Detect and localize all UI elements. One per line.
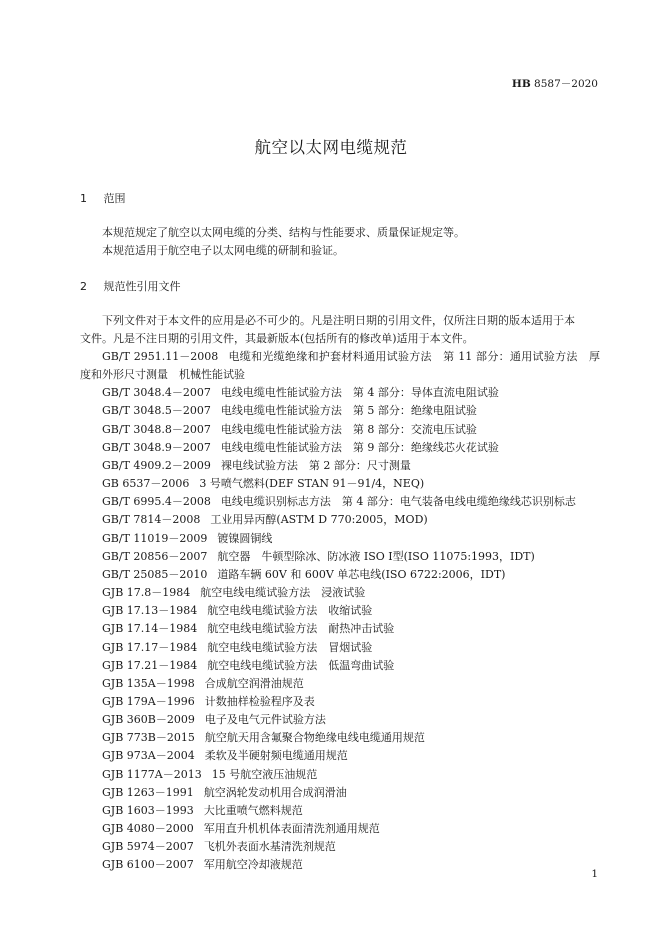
reference-code: GJB 179A－1996 (102, 694, 195, 708)
reference-code: GJB 135A－1998 (102, 676, 195, 690)
reference-code: GJB 17.17－1984 (102, 640, 198, 654)
reference-item (80, 511, 600, 529)
reference-title: 柔软及半硬射频电缆通用规范 (204, 749, 348, 763)
reference-title: 电线电缆电性能试验方法 第 8 部分：交流电压试验 (220, 422, 477, 436)
reference-title: 道路车辆 60V 和 600V 单芯电线(ISO 6722:2006，IDT) (217, 567, 506, 581)
reference-item (80, 384, 600, 402)
reference-item (80, 838, 600, 856)
reference-title: 电线电缆电性能试验方法 第 5 部分：绝缘电阻试验 (220, 404, 477, 418)
reference-item (80, 639, 600, 657)
reference-item (80, 421, 600, 439)
reference-title: 航空电线电缆试验方法 冒烟试验 (207, 640, 373, 654)
reference-item (80, 457, 600, 475)
reference-code: GB/T 3048.9－2007 (102, 440, 211, 454)
scope-paragraph-2: 本规范适用于航空电子以太网电缆的研制和验证。 (102, 244, 344, 258)
reference-title: 航空器 牛顿型除冰、防冰液 ISO Ⅰ型(ISO 11075:1993，IDT) (217, 549, 535, 563)
reference-code: GB/T 6995.4－2008 (102, 495, 211, 509)
reference-item (80, 766, 600, 784)
reference-item (80, 475, 600, 493)
reference-item (80, 784, 600, 802)
reference-code: GJB 1263－1991 (102, 785, 194, 799)
reference-item (80, 856, 600, 874)
standard-code (512, 76, 598, 91)
reference-code: GB/T 20856－2007 (102, 549, 208, 563)
reference-code: GB/T 3048.5－2007 (102, 404, 211, 418)
reference-title: 航空电线电缆试验方法 耐热冲击试验 (207, 622, 395, 636)
reference-item (80, 548, 600, 566)
reference-code: GJB 773B－2015 (102, 731, 195, 745)
reference-code: GJB 17.8－1984 (102, 586, 191, 600)
reference-title: 大比重喷气燃料规范 (203, 803, 303, 817)
reference-item (80, 348, 600, 384)
reference-title: 飞机外表面水基清洗剂规范 (203, 840, 336, 854)
document-title: 航空以太网电缆规范 (254, 138, 408, 157)
reference-title: 航空电线电缆试验方法 收缩试验 (207, 604, 373, 618)
reference-title: 航空电线电缆试验方法 低温弯曲试验 (207, 658, 395, 672)
reference-code: GB/T 3048.8－2007 (102, 422, 211, 436)
reference-item (80, 602, 600, 620)
reference-title: 15 号航空液压油规范 (211, 767, 318, 781)
section-1-heading (80, 190, 126, 206)
reference-item (80, 657, 600, 675)
reference-code: GB/T 2951.11－2008 (102, 350, 219, 363)
reference-item (80, 747, 600, 765)
reference-code: GJB 360B－2009 (102, 713, 195, 727)
section-2-number: 2 (80, 280, 87, 293)
reference-item (80, 620, 600, 638)
reference-code: GB/T 7814－2008 (102, 513, 201, 527)
reference-title: 裸电线试验方法 第 2 部分：尺寸测量 (220, 458, 411, 472)
reference-code: GJB 1603－1993 (102, 803, 194, 817)
reference-title: 电子及电气元件试验方法 (204, 713, 326, 727)
reference-code: GJB 5974－2007 (102, 840, 194, 854)
section-1-title: 范围 (103, 192, 126, 205)
intro-line-2: 文件。凡是不注日期的引用文件，其最新版本(包括所有的修改单)适用于本文件。 (80, 332, 474, 346)
reference-code: GJB 17.13－1984 (102, 604, 198, 618)
reference-code: GJB 17.21－1984 (102, 658, 198, 672)
reference-title: 3 号喷气燃料(DEF STAN 91－91/4，NEQ) (199, 477, 425, 491)
standard-prefix: HB (511, 78, 531, 90)
reference-title: 电线电缆电性能试验方法 第 9 部分：绝缘线芯火花试验 (220, 440, 499, 454)
reference-title: 电线电缆识别标志方法 第 4 部分：电气装备电线电缆绝缘线芯识别标志 (220, 495, 576, 509)
reference-item (80, 530, 600, 548)
reference-item (80, 729, 600, 747)
reference-code: GB/T 25085－2010 (102, 567, 208, 581)
standard-number: 8587－2020 (534, 78, 598, 90)
reference-code: GJB 6100－2007 (102, 858, 194, 872)
reference-title: 工业用异丙醇(ASTM D 770:2005，MOD) (210, 513, 428, 527)
reference-title: 航空航天用含氟聚合物绝缘电线电缆通用规范 (204, 731, 425, 745)
reference-title: 军用直升机机体表面清洗剂通用规范 (203, 822, 380, 836)
section-2-intro (80, 312, 600, 348)
reference-code: GJB 17.14－1984 (102, 622, 198, 636)
reference-item (80, 693, 600, 711)
page-number: 1 (591, 868, 598, 880)
reference-item (80, 493, 600, 511)
scope-paragraph-1: 本规范规定了航空以太网电缆的分类、结构与性能要求、质量保证规定等。 (102, 226, 465, 239)
section-2-heading (80, 278, 181, 294)
reference-code: GJB 1177A－2013 (102, 767, 202, 781)
section-2-title: 规范性引用文件 (103, 280, 181, 293)
reference-code: GB/T 4909.2－2009 (102, 458, 211, 472)
reference-code: GB/T 3048.4－2007 (102, 386, 211, 400)
reference-code: GB 6537－2006 (102, 477, 190, 491)
section-1-body (80, 224, 600, 260)
reference-item (80, 820, 600, 838)
reference-title: 航空涡轮发动机用合成润滑油 (203, 785, 347, 799)
reference-code: GB/T 11019－2009 (102, 531, 208, 545)
reference-item (80, 802, 600, 820)
reference-list (80, 348, 600, 875)
reference-title: 航空电线电缆试验方法 浸液试验 (200, 586, 366, 600)
reference-item (80, 439, 600, 457)
reference-item (80, 711, 600, 729)
reference-title: 镀镍圆铜线 (217, 531, 273, 545)
intro-line-1: 下列文件对于本文件的应用是必不可少的。凡是注明日期的引用文件，仅所注日期的版本适用于本 (102, 314, 575, 327)
reference-item (80, 402, 600, 420)
reference-item (80, 566, 600, 584)
reference-code: GJB 973A－2004 (102, 749, 195, 763)
reference-title: 合成航空润滑油规范 (204, 676, 304, 690)
reference-title: 计数抽样检验程序及表 (204, 694, 315, 708)
reference-title: 电缆和光缆绝缘和护套材料通用试验方法 第 11 部分：通用试验方法 厚度和外形尺寸测量 机械性能试验 (80, 350, 600, 382)
reference-item (80, 675, 600, 693)
reference-item (80, 584, 600, 602)
reference-title: 军用航空冷却液规范 (203, 858, 303, 872)
section-1-number: 1 (80, 192, 87, 205)
reference-title: 电线电缆电性能试验方法 第 4 部分：导体直流电阻试验 (220, 386, 499, 400)
reference-code: GJB 4080－2000 (102, 822, 194, 836)
